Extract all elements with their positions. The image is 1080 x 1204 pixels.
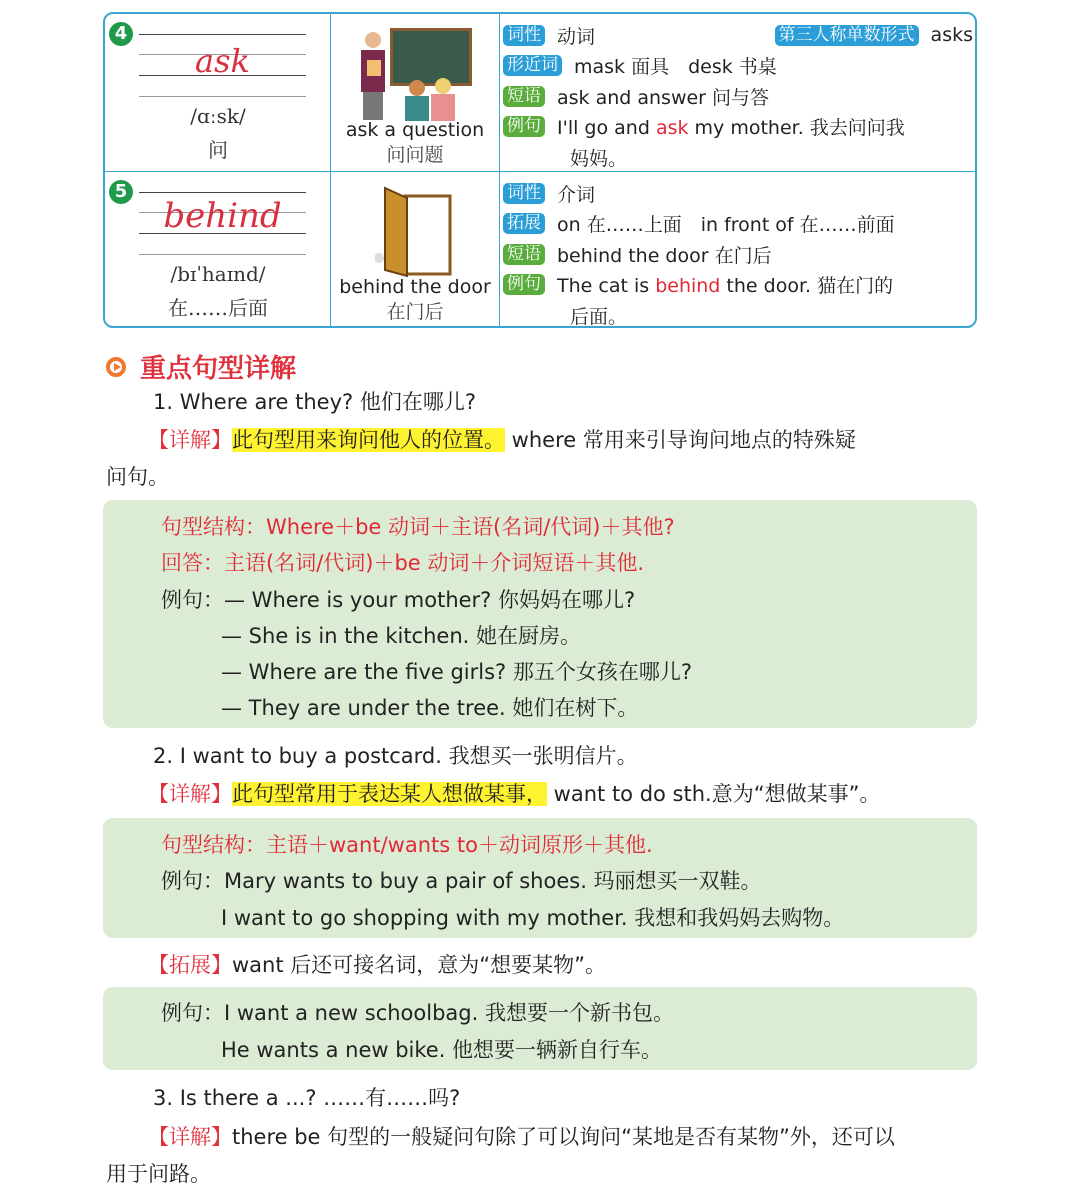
pattern-1-explanation-cont: 问句。	[106, 465, 169, 489]
item-number-badge: 4	[109, 22, 133, 46]
answer-line: 回答：主语(名词/代词)＋be 动词＋介词短语＋其他.	[161, 551, 645, 575]
extension-box	[103, 987, 977, 1070]
pos-tag: 词性	[503, 183, 545, 204]
teacher-blackboard-illustration	[355, 26, 475, 121]
example-line: — Where are the five girls? 那五个女孩在哪儿?	[221, 660, 693, 684]
picture-caption-en: behind the door	[339, 276, 491, 298]
item-number-badge: 5	[109, 180, 133, 204]
pattern-1-box	[103, 500, 977, 728]
example-line: 例句：Mary wants to buy a pair of shoes. 玛丽想买一双鞋。	[161, 869, 762, 893]
pattern-2-box	[103, 818, 977, 938]
example-line: — They are under the tree. 她们在树下。	[221, 696, 639, 720]
example-line: I want to go shopping with my mother. 我想和我妈妈去购物。	[221, 906, 845, 930]
meaning: 在……后面	[168, 296, 268, 320]
pos-value: 动词	[557, 25, 596, 48]
picture-caption-zh: 在门后	[386, 301, 444, 323]
example-sentence-cont: 妈妈。	[570, 147, 628, 170]
pattern-1-explanation: 【详解】此句型用来询问他人的位置。 where 常用来引导询问地点的特殊疑	[148, 428, 856, 452]
example-tag: 例句	[503, 274, 545, 295]
structure-line: 句型结构：主语＋want/wants to＋动词原形＋其他.	[161, 833, 653, 857]
phrase: behind the door 在门后	[557, 244, 772, 267]
example-line: 例句：— Where is your mother? 你妈妈在哪儿?	[161, 588, 636, 612]
pattern-2-extension: 【拓展】want 后还可接名词，意为“想要某物”。	[148, 953, 607, 977]
meaning: 问	[208, 138, 228, 162]
section-heading	[106, 348, 296, 385]
pattern-3-title: 3. Is there a ...? ……有……吗?	[153, 1086, 461, 1110]
pattern-3-explanation: 【详解】there be 句型的一般疑问句除了可以询问“某地是否有某物”外，还可以	[148, 1125, 895, 1149]
example-tag: 例句	[503, 116, 545, 137]
handwritten-word: ask	[195, 42, 250, 80]
phrase: ask and answer 问与答	[557, 86, 770, 109]
similar-words: mask 面具 desk 书桌	[574, 56, 777, 79]
picture-cell	[331, 172, 500, 328]
example-sentence: The cat is behind the door. 猫在门的	[557, 275, 894, 298]
third-person-tag: 第三人称单数形式	[775, 25, 919, 46]
open-door-illustration	[375, 186, 455, 281]
structure-line: 句型结构：Where＋be 动词＋主语(名词/代词)＋其他?	[161, 515, 675, 539]
pattern-2-title: 2. I want to buy a postcard. 我想买一张明信片。	[153, 744, 638, 768]
example-sentence-cont: 后面。	[570, 305, 628, 328]
details-cell	[500, 172, 975, 328]
phrase-tag: 短语	[503, 244, 545, 265]
extend-tag: 拓展	[503, 213, 545, 234]
example-sentence: I'll go and ask my mother. 我去问问我	[557, 117, 905, 140]
similar-tag: 形近词	[503, 55, 562, 76]
phonetic: /bɪˈhaɪnd/	[170, 262, 266, 286]
vocabulary-table	[103, 12, 977, 328]
handwritten-word: behind	[163, 196, 282, 236]
pattern-3-explanation-cont: 用于问路。	[106, 1162, 211, 1186]
section-title: 重点句型详解	[140, 354, 297, 384]
vocab-row-ask	[105, 14, 975, 171]
picture-caption-zh: 问问题	[386, 144, 444, 166]
pattern-1-title: 1. Where are they? 他们在哪儿?	[153, 390, 476, 414]
details-cell	[500, 14, 975, 171]
phrase-tag: 短语	[503, 86, 545, 107]
example-line: — She is in the kitchen. 她在厨房。	[221, 624, 581, 648]
example-line: He wants a new bike. 他想要一辆新自行车。	[221, 1038, 663, 1062]
vocab-row-behind	[105, 171, 975, 328]
pos-tag: 词性	[503, 25, 545, 46]
pattern-2-explanation: 【详解】此句型常用于表达某人想做某事， want to do sth.意为“想做某事”。	[148, 782, 881, 806]
picture-caption-en: ask a question	[345, 119, 485, 141]
word-cell	[105, 14, 331, 171]
example-line: 例句：I want a new schoolbag. 我想要一个新书包。	[161, 1001, 674, 1025]
play-bullet-icon	[106, 357, 126, 377]
extend-words: on 在……上面 in front of 在……前面	[557, 214, 895, 237]
word-cell	[105, 172, 331, 328]
third-person-value: asks	[930, 24, 973, 47]
picture-cell	[331, 14, 500, 171]
pos-value: 介词	[557, 183, 596, 206]
phonetic: /ɑːsk/	[190, 104, 246, 128]
